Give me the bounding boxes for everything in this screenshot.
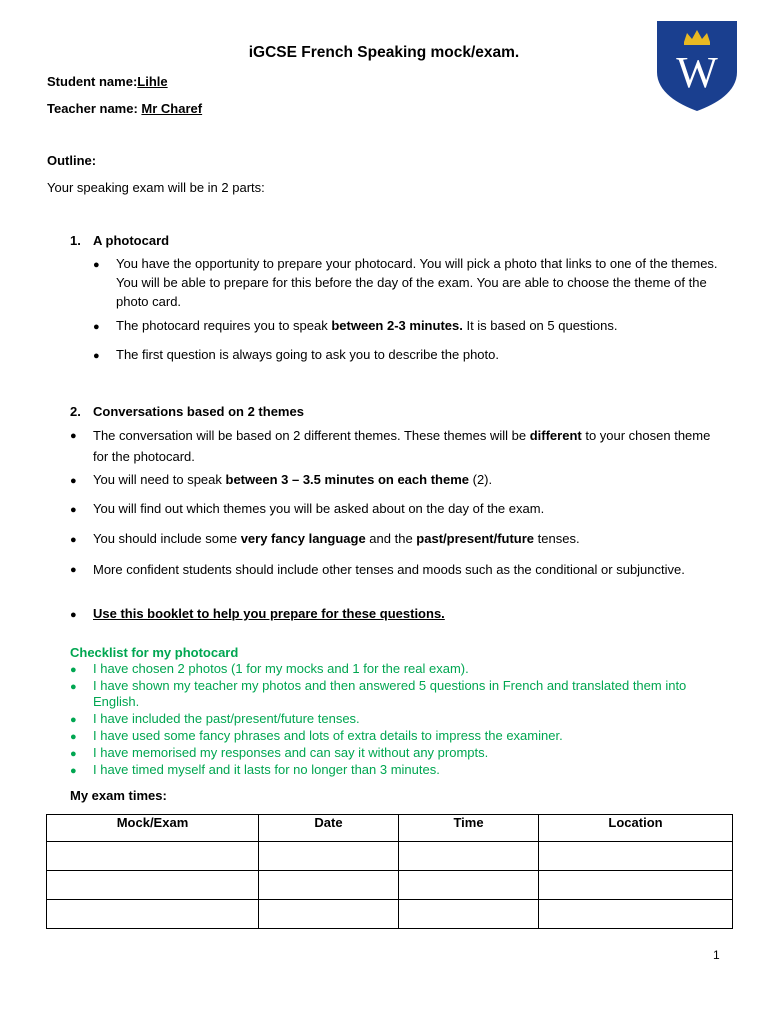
table-cell[interactable] [259,842,399,871]
table-cell[interactable] [47,900,259,929]
checklist-heading: Checklist for my photocard [70,645,239,660]
table-cell[interactable] [539,871,733,900]
checklist-item: I have timed myself and it lasts for no longer than 3 minutes. [93,762,440,777]
table-header-row [47,815,733,842]
table-cell[interactable] [539,842,733,871]
part1-bullet-1: You have the opportunity to prepare your photocard. You will pick a photo that links to one of the themes. You will be able to prepare for this before the day of the exam. You are able to choose the theme of the photo card. [116,256,718,309]
column-header-location: Location [539,815,733,842]
bullet-icon: ● [70,748,77,760]
bullet-icon: ● [70,765,77,777]
column-header-mock-exam: Mock/Exam [47,815,259,842]
page-number: 1 [713,948,720,962]
bullet-icon: ● [70,664,77,676]
part2-bullet-6: Use this booklet to help you prepare for these questions. [93,606,445,621]
table-cell[interactable] [259,900,399,929]
checklist-item: I have chosen 2 photos (1 for my mocks and 1 for the real exam). [93,661,469,676]
table-row [47,842,733,871]
bullet-icon: ● [70,430,77,442]
table-row [47,871,733,900]
part2-bullet-3: You will find out which themes you will be asked about on the day of the exam. [93,501,545,516]
checklist-item: I have included the past/present/future tenses. [93,711,360,726]
part2-bullet-5: More confident students should include other tenses and moods such as the conditional or subjunctive. [93,562,685,577]
table-cell[interactable] [399,871,539,900]
outline-heading: Outline: [47,153,97,168]
part1-number: 1. [70,233,81,248]
student-name-value: Lihle [137,74,168,89]
table-cell[interactable] [47,842,259,871]
school-crest-logo [656,20,738,112]
bullet-icon: ● [70,609,77,621]
part1-bullet-3: The first question is always going to ask you to describe the photo. [116,347,499,362]
part2-bullet-1: The conversation will be based on 2 different themes. These themes will be different to your chosen theme for the photocard. [93,428,711,464]
checklist-item: I have used some fancy phrases and lots of extra details to impress the examiner. [93,728,563,743]
part2-bullet-4: You should include some very fancy language and the past/present/future tenses. [93,531,580,546]
bullet-icon: ● [70,714,77,726]
outline-intro: Your speaking exam will be in 2 parts: [47,180,265,195]
table-cell[interactable] [259,871,399,900]
part2-bullet-2: You will need to speak between 3 – 3.5 minutes on each theme (2). [93,472,493,487]
bullet-icon: ● [93,350,100,362]
teacher-name-value: Mr Charef [141,101,203,116]
checklist-item: I have memorised my responses and can say it without any prompts. [93,745,489,760]
teacher-name-line: Teacher name: Mr Charef [47,101,203,116]
student-name-line: Student name:Lihle [47,74,168,89]
table-cell[interactable] [539,900,733,929]
bullet-icon: ● [93,321,100,333]
table-row [47,900,733,929]
page-title: iGCSE French Speaking mock/exam. [248,44,520,61]
exam-times-heading: My exam times: [70,788,167,803]
checklist-item: I have shown my teacher my photos and then answered 5 questions in French and translated them into English. [93,678,687,709]
bullet-icon: ● [70,681,77,693]
bullet-icon: ● [70,534,77,546]
exam-times-table [46,814,733,929]
column-header-date: Date [259,815,399,842]
part2-title: Conversations based on 2 themes [93,404,304,419]
table-cell[interactable] [399,842,539,871]
svg-text:W: W [676,48,718,97]
part1-title: A photocard [93,233,170,248]
bullet-icon: ● [70,731,77,743]
bullet-icon: ● [70,504,77,516]
bullet-icon: ● [70,564,77,576]
bullet-icon: ● [70,475,77,487]
bullet-icon: ● [93,259,100,271]
table-cell[interactable] [47,871,259,900]
part2-number: 2. [70,404,81,419]
column-header-time: Time [399,815,539,842]
table-cell[interactable] [399,900,539,929]
part1-bullet-2: The photocard requires you to speak between 2-3 minutes. It is based on 5 questions. [116,318,618,333]
